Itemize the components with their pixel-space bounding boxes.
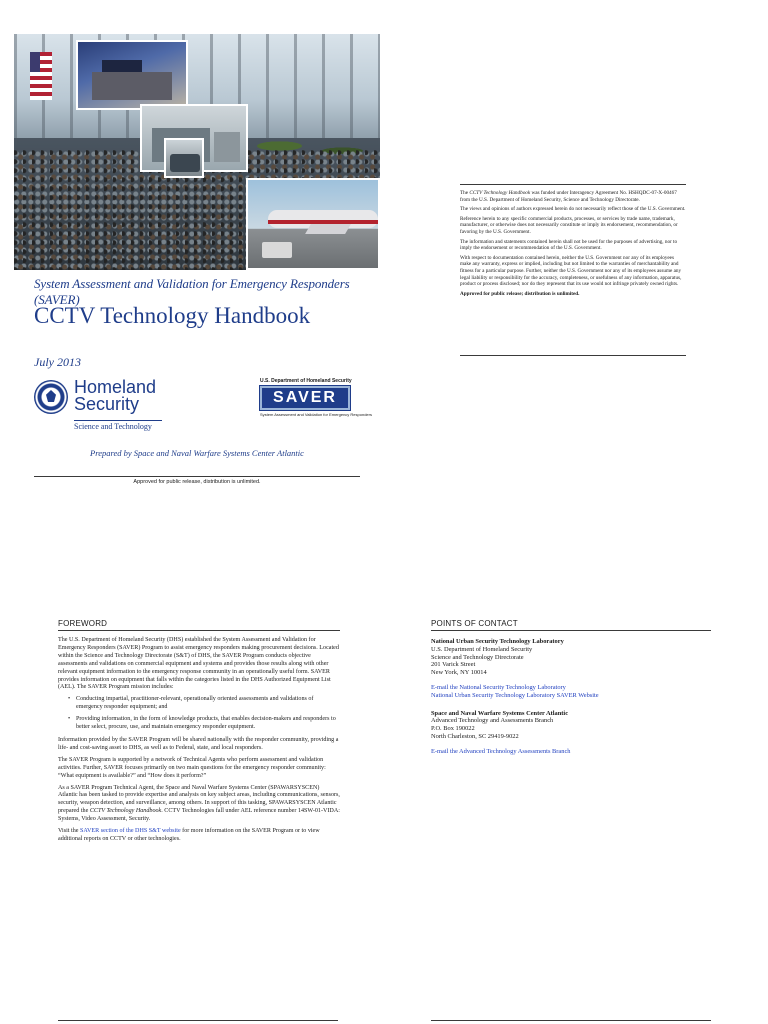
foreword-paragraph-4-b: . CCTV Technologies fall under AEL reference number 14SW-01-VIDA: Systems, Video Assessment, Security.: [58, 808, 340, 823]
foreword-paragraph-5-b: for more information on the SAVER Program or to view additional reports on CCTV or other technologies.: [58, 828, 320, 842]
foreword-mission-list: [68, 696, 340, 732]
saver-logo: [258, 378, 372, 420]
airplane-photo: [246, 178, 380, 270]
contact-org-2-line: North Charleston, SC 29419-9022: [431, 732, 519, 740]
document-title: CCTV Technology Handbook: [34, 303, 311, 328]
contact-org-2: Space and Naval Warfare Systems Center Atlantic: [431, 709, 569, 717]
dhs-logo: [34, 378, 162, 434]
dhs-logo-word-2: Security: [74, 394, 140, 414]
nustl-website-link[interactable]: National Urban Security Technology Laboratory SAVER Website: [431, 691, 599, 699]
atab-email-link[interactable]: the Advanced Technology Assessments Branch: [450, 747, 571, 755]
email-label: E-mail: [431, 683, 449, 691]
foreword-heading: FOREWORD: [58, 619, 108, 628]
disclaimer-funding: [460, 190, 686, 203]
disclaimer-views: The views and opinions of authors expressed herein do not necessarily reflect those of the U.S. Government.: [460, 206, 686, 213]
us-flag-image: [30, 52, 52, 100]
contact-org-1-line: Science and Technology Directorate: [431, 653, 524, 661]
saver-logo-word: SAVER: [273, 389, 337, 406]
foreword-heading-rule: [58, 630, 340, 631]
disclaimer-top-rule: [460, 184, 686, 185]
disclaimer-funding-rest: was funded under Interagency Agreement No. HSHQDC-07-X-00467 from the U.S. Department of Homeland Security, Science and Technology Directorate.: [460, 190, 677, 203]
email-label: E-mail: [431, 747, 449, 755]
disclaimer-bottom-rule: [460, 355, 686, 356]
contact-org-2-line: P.O. Box 190022: [431, 725, 475, 733]
disclaimer-block: [460, 190, 686, 300]
nstl-email-link[interactable]: the National Security Technology Laboratory: [450, 683, 566, 691]
disclaimer-advertising: The information and statements contained herein shall not be used for the purposes of advertising, nor to imply the endorsement or recommendation of the U.S. Government.: [460, 238, 678, 252]
cover-release-statement: Approved for public release, distribution is unlimited.: [133, 479, 261, 485]
list-item: • Providing information, in the form of knowledge products, that enables decision-makers and responders to better select, procure, use, and maintain emergency responder equipment.: [68, 716, 340, 732]
foreword-paragraph-1: The U.S. Department of Homeland Security (DHS) established the System Assessment and Validation for Emergency Responders (SAVER) Program to assist emergency responders making procurement decisions. Located within the Science and Technology Directorate (S&T) of DHS, the SAVER Program conducts objective assessments and validations on commercial equipment and systems and provides those results along with other relevant equipment information to the emergency response community in an operationally useful form. SAVER provides information on equipment that falls within the categories listed in the DHS Authorized Equipment List (AEL). The SAVER Program mission includes:: [58, 637, 339, 691]
foreword-paragraph-5-a: Visit the: [58, 828, 80, 835]
dhs-logo-word-1: Homeland: [74, 377, 157, 397]
foreword-body: [58, 637, 340, 848]
contact-org-1-line: 201 Varick Street: [431, 661, 476, 669]
contact-body: [431, 638, 711, 756]
contact-page-bottom-rule: [431, 1020, 711, 1021]
program-title: System Assessment and Validation for Emergency Responders (SAVER): [34, 276, 350, 307]
foreword-paragraph-5: [58, 828, 340, 844]
saver-logo-box: [260, 386, 350, 410]
contact-org-1-line: U.S. Department of Homeland Security: [431, 645, 533, 653]
foreword-paragraph-3: The SAVER Program is supported by a network of Technical Agents who perform assessment and validation activities. Further, SAVER focuses primarily on two main questions for the emergency responder community: “What equipment is available?” and “How does it perform?”: [58, 756, 326, 779]
saver-logo-bottom-text: System Assessment and Validation for Emergency Responders: [260, 412, 372, 417]
saver-website-link[interactable]: SAVER section of the DHS S&T website: [79, 828, 181, 835]
document-date: July 2013: [34, 355, 81, 369]
contact-org-2-email: [431, 748, 711, 756]
bus-shape: [170, 154, 200, 172]
dhs-logo-subtitle: Science and Technology: [74, 420, 162, 431]
contact-org-1-line: New York, NY 10014: [431, 669, 487, 677]
foreword-paragraph-4-title: CCTV Technology Handbook: [89, 808, 162, 815]
cover-divider: [34, 476, 360, 477]
contact-org-2-line: Advanced Technology and Assessments Branch: [431, 717, 554, 725]
tug-vehicle: [262, 242, 292, 258]
desk-shape: [92, 72, 172, 100]
disclaimer-reference: Reference herein to any specific commercial products, processes, or services by trade name, trademark, manufacturer, or otherwise does not necessarily constitute or imply its endorsement, recommendation, or favoring by the U.S. Government.: [460, 215, 678, 235]
disclaimer-funding-title: CCTV Technology Handbook: [469, 190, 531, 196]
dhs-seal-icon: [34, 380, 68, 414]
foreword-paragraph-2: Information provided by the SAVER Program will be shared nationally with the responder community, providing a life- and cost-saving asset to DHS, as well as to Federal, state, and local responders.: [58, 736, 339, 751]
bus-photo: [164, 138, 204, 178]
cover-photo-collage: [14, 34, 380, 270]
disclaimer-warranty: With respect to documentation contained herein, neither the U.S. Government nor any of its employees make any warranty, express or implied, including but not limited to the warranties of merchantability and fitness for a particular purpose. Further, neither the U.S. Government nor any of its employees assume any legal liability or responsibility for the accuracy, completeness, or usefulness of any information, apparatus, product or process disclosed; nor do they represent that its use would not infringe privately owned rights.: [460, 254, 682, 288]
spacer: [431, 700, 711, 710]
airplane-wing: [305, 224, 351, 234]
contact-org-1: National Urban Security Technology Laboratory: [431, 638, 564, 645]
foreword-paragraph-4: [58, 785, 340, 825]
spacer: [431, 741, 711, 748]
contact-heading-rule: [431, 630, 711, 631]
prepared-by: Prepared by Space and Naval Warfare Systems Center Atlantic: [90, 448, 304, 458]
foreword-paragraph-4-a: As a SAVER Program Technical Agent, the Space and Naval Warfare Systems Center (SPAWARSYSCEN) Atlantic has been tasked to provide expertise and analysis on key subject areas, including communications, sensors, security, weapon detection, and surveillance, among others. In support of this tasking, SPAWARSYSCEN Atlantic prepared the: [58, 784, 340, 815]
contact-org-1-email: [431, 684, 711, 692]
foreword-page-bottom-rule: [58, 1020, 338, 1021]
disclaimer-release: Approved for public release; distribution is unlimited.: [460, 290, 580, 297]
disclaimer-funding-lead: The: [460, 190, 470, 196]
spacer: [431, 677, 711, 684]
control-room-photo: [76, 40, 188, 110]
gate-shape-2: [214, 132, 240, 162]
contact-heading: POINTS OF CONTACT: [431, 619, 518, 628]
list-item: • Conducting impartial, practitioner-relevant, operationally oriented assessments and validations of emergency responder equipment; and: [68, 696, 340, 712]
saver-logo-top-text: U.S. Department of Homeland Security: [260, 378, 352, 384]
